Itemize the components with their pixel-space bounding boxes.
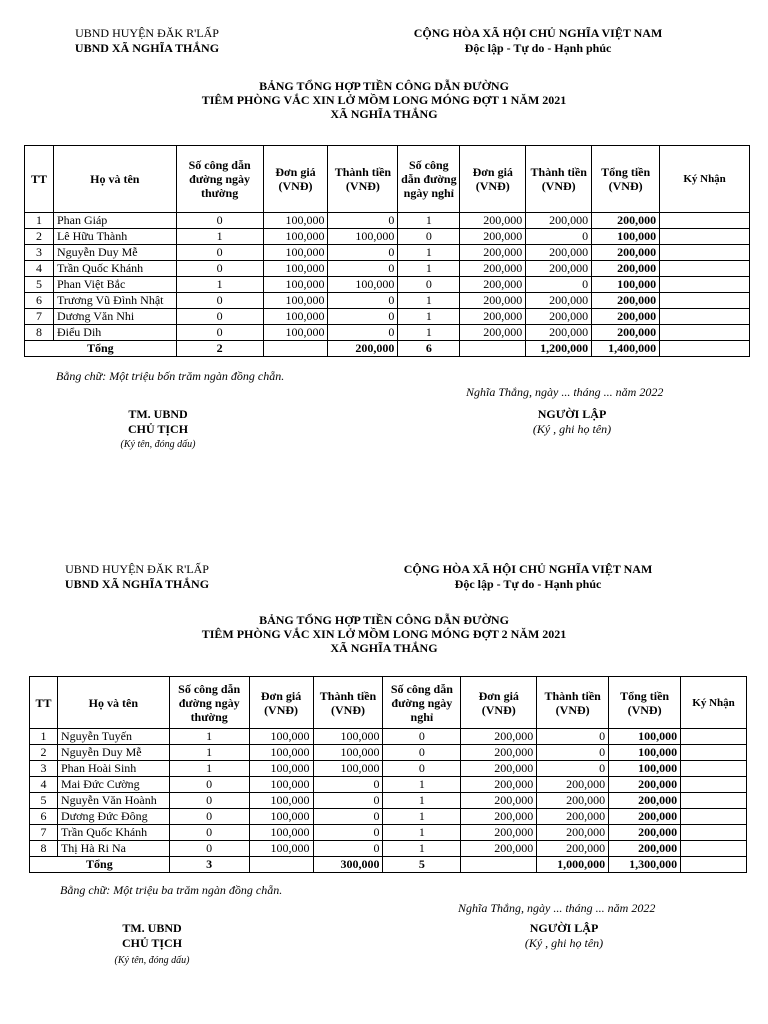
table-row (30, 761, 747, 777)
cell-p2: 200,000 (461, 841, 537, 857)
sheet1-title-line2: TIÊM PHÒNG VẮC XIN LỞ MỒM LONG MÓNG ĐỢT 1 NĂM 2021 (201, 93, 567, 107)
cell-name: Thị Hà Ri Na (57, 841, 169, 857)
table-row (30, 825, 747, 841)
cell-p1: 100,000 (263, 213, 328, 229)
cell-p2: 200,000 (461, 761, 537, 777)
col-days-work: Số công dẫn đường ngày thường (176, 146, 263, 213)
total-d2: 5 (383, 857, 461, 873)
sheet2-header-row (30, 677, 747, 729)
commune-label: UBND XÃ NGHĨA THẮNG (74, 41, 220, 55)
table-row (25, 277, 750, 293)
cell-p1: 100,000 (263, 245, 328, 261)
cell-d2: 0 (398, 229, 460, 245)
sign-right-title: NGƯỜI LẬP (529, 921, 599, 935)
col-amount1: Thành tiền (VNĐ) (328, 146, 398, 213)
cell-d2: 1 (383, 777, 461, 793)
cell-sign (681, 841, 747, 857)
sheet1-title (0, 79, 768, 121)
cell-a1: 0 (328, 309, 398, 325)
table-row (25, 309, 750, 325)
total-label: Tổng (25, 341, 177, 357)
col-name: Họ và tên (53, 146, 176, 213)
cell-total: 200,000 (609, 825, 681, 841)
cell-name: Dương Văn Nhi (53, 309, 176, 325)
total-row (30, 857, 747, 873)
cell-total: 200,000 (592, 261, 660, 277)
sheet1-title-line1: BẢNG TỔNG HỢP TIỀN CÔNG DẪN ĐƯỜNG (259, 79, 509, 93)
cell-d2: 1 (398, 293, 460, 309)
table-row (25, 325, 750, 341)
cell-total: 200,000 (609, 777, 681, 793)
total-a1: 300,000 (313, 857, 383, 873)
table-row (30, 777, 747, 793)
total-empty-cell (461, 857, 537, 873)
table-row (30, 729, 747, 745)
table-row (30, 809, 747, 825)
total-row (25, 341, 750, 357)
sign-left-title2: CHỦ TỊCH (127, 422, 189, 436)
cell-tt: 2 (25, 229, 54, 245)
cell-d1: 0 (176, 261, 263, 277)
cell-p1: 100,000 (249, 777, 313, 793)
col-days-work: Số công dẫn đường ngày thường (169, 677, 249, 729)
col-days-off: Số công dẫn đường ngày nghỉ (398, 146, 460, 213)
col-price2: Đơn giá (VNĐ) (460, 146, 526, 213)
cell-name: Mai Đức Cường (57, 777, 169, 793)
cell-name: Phan Hoài Sinh (57, 761, 169, 777)
cell-sign (681, 729, 747, 745)
cell-total: 100,000 (609, 745, 681, 761)
cell-d1: 1 (176, 277, 263, 293)
cell-name: Dương Đức Đông (57, 809, 169, 825)
cell-a2: 200,000 (537, 841, 609, 857)
country-label: CỘNG HÒA XÃ HỘI CHỦ NGHĨA VIỆT NAM (413, 26, 663, 40)
cell-a1: 0 (313, 777, 383, 793)
sign-left-note: (Ký tên, đóng dấu) (114, 955, 190, 966)
cell-a2: 0 (537, 745, 609, 761)
sign-right-note: (Ký , ghi họ tên) (524, 936, 604, 950)
sign-left-title1: TM. UBND (128, 407, 188, 421)
cell-tt: 1 (25, 213, 54, 229)
district-label: UBND HUYỆN ĐĂK R'LẤP (65, 562, 209, 576)
cell-d2: 1 (398, 245, 460, 261)
cell-sign (660, 309, 750, 325)
col-total: Tổng tiền (VNĐ) (592, 146, 660, 213)
cell-a2: 200,000 (526, 261, 592, 277)
cell-d1: 0 (169, 825, 249, 841)
cell-total: 100,000 (592, 277, 660, 293)
cell-tt: 8 (30, 841, 58, 857)
cell-d2: 1 (383, 793, 461, 809)
country-label: CỘNG HÒA XÃ HỘI CHỦ NGHĨA VIỆT NAM (403, 562, 653, 576)
cell-p2: 200,000 (461, 793, 537, 809)
total-empty-cell (660, 341, 750, 357)
cell-name: Phan Giáp (53, 213, 176, 229)
cell-d1: 0 (169, 793, 249, 809)
cell-a1: 100,000 (313, 745, 383, 761)
cell-d2: 0 (383, 761, 461, 777)
total-total: 1,400,000 (592, 341, 660, 357)
cell-p2: 200,000 (460, 325, 526, 341)
cell-a1: 100,000 (313, 729, 383, 745)
cell-tt: 5 (25, 277, 54, 293)
cell-a2: 200,000 (537, 825, 609, 841)
cell-d1: 0 (176, 325, 263, 341)
sheet2-title-line3: XÃ NGHĨA THẮNG (330, 641, 438, 655)
cell-a1: 100,000 (328, 277, 398, 293)
cell-sign (681, 825, 747, 841)
cell-p1: 100,000 (263, 277, 328, 293)
cell-a1: 0 (328, 245, 398, 261)
cell-d1: 0 (169, 809, 249, 825)
cell-total: 200,000 (592, 213, 660, 229)
cell-a1: 0 (328, 213, 398, 229)
cell-total: 200,000 (609, 841, 681, 857)
cell-a1: 0 (328, 293, 398, 309)
cell-d1: 1 (169, 761, 249, 777)
motto-label: Độc lập - Tự do - Hạnh phúc (464, 41, 612, 55)
cell-sign (660, 245, 750, 261)
col-amount2: Thành tiền (VNĐ) (526, 146, 592, 213)
cell-a2: 200,000 (526, 325, 592, 341)
cell-p2: 200,000 (460, 309, 526, 325)
cell-d1: 1 (176, 229, 263, 245)
sheet1-sign-right (512, 407, 632, 437)
table-row (30, 841, 747, 857)
table-row (25, 261, 750, 277)
cell-p2: 200,000 (460, 293, 526, 309)
cell-name: Lê Hữu Thành (53, 229, 176, 245)
sheet2-header-right (388, 562, 668, 592)
cell-a2: 0 (526, 277, 592, 293)
cell-p1: 100,000 (249, 841, 313, 857)
cell-d1: 0 (176, 309, 263, 325)
cell-tt: 2 (30, 745, 58, 761)
cell-p2: 200,000 (460, 245, 526, 261)
table-row (25, 213, 750, 229)
cell-a1: 0 (328, 261, 398, 277)
cell-d2: 1 (383, 825, 461, 841)
cell-tt: 4 (30, 777, 58, 793)
cell-sign (681, 809, 747, 825)
cell-p2: 200,000 (461, 745, 537, 761)
total-a2: 1,200,000 (526, 341, 592, 357)
cell-p1: 100,000 (263, 293, 328, 309)
cell-d2: 1 (398, 213, 460, 229)
sheet1-table (24, 145, 750, 357)
cell-total: 100,000 (609, 729, 681, 745)
cell-total: 200,000 (609, 793, 681, 809)
sheet2-in-words: Bằng chữ: Một triệu ba trăm ngàn đồng chẵn. (60, 883, 283, 897)
cell-tt: 7 (30, 825, 58, 841)
sign-left-note: (Ký tên, đóng dấu) (120, 439, 196, 450)
cell-d2: 1 (398, 325, 460, 341)
cell-p2: 200,000 (460, 261, 526, 277)
cell-p1: 100,000 (249, 825, 313, 841)
cell-total: 200,000 (592, 245, 660, 261)
table-row (25, 229, 750, 245)
col-amount1: Thành tiền (VNĐ) (313, 677, 383, 729)
cell-d2: 0 (398, 277, 460, 293)
cell-sign (660, 261, 750, 277)
sheet2-table (29, 676, 747, 873)
cell-p2: 200,000 (460, 229, 526, 245)
cell-d1: 0 (176, 293, 263, 309)
cell-p2: 200,000 (461, 825, 537, 841)
motto-label: Độc lập - Tự do - Hạnh phúc (454, 577, 602, 591)
cell-name: Nguyễn Duy Mễ (57, 745, 169, 761)
cell-a1: 0 (313, 809, 383, 825)
cell-d1: 0 (176, 213, 263, 229)
cell-sign (681, 745, 747, 761)
cell-tt: 6 (30, 809, 58, 825)
cell-p1: 100,000 (249, 793, 313, 809)
cell-sign (660, 213, 750, 229)
cell-d2: 1 (383, 809, 461, 825)
sheet1-header-row (25, 146, 750, 213)
cell-d2: 1 (398, 261, 460, 277)
cell-d2: 0 (383, 745, 461, 761)
table-row (25, 245, 750, 261)
col-amount2: Thành tiền (VNĐ) (537, 677, 609, 729)
cell-a1: 100,000 (313, 761, 383, 777)
cell-sign (660, 229, 750, 245)
sign-left-title1: TM. UBND (122, 921, 182, 935)
cell-a2: 0 (537, 761, 609, 777)
cell-a2: 200,000 (537, 777, 609, 793)
cell-p1: 100,000 (249, 729, 313, 745)
sign-left-title2: CHỦ TỊCH (121, 936, 183, 950)
cell-d2: 1 (383, 841, 461, 857)
cell-a1: 0 (328, 325, 398, 341)
table-row (30, 793, 747, 809)
cell-name: Điểu Dih (53, 325, 176, 341)
cell-total: 200,000 (592, 293, 660, 309)
cell-name: Trương Vũ Đình Nhật (53, 293, 176, 309)
cell-p2: 200,000 (461, 809, 537, 825)
cell-p1: 100,000 (249, 745, 313, 761)
sheet2-date-line: Nghĩa Thắng, ngày ... tháng ... năm 2022 (458, 901, 656, 915)
sheet1-header-right (398, 26, 678, 56)
cell-a2: 200,000 (526, 213, 592, 229)
cell-a2: 0 (526, 229, 592, 245)
total-a2: 1,000,000 (537, 857, 609, 873)
total-empty-cell (263, 341, 328, 357)
sheet2-sign-left (92, 921, 212, 968)
cell-name: Trần Quốc Khánh (57, 825, 169, 841)
total-label: Tổng (30, 857, 170, 873)
cell-a2: 200,000 (526, 293, 592, 309)
col-price2: Đơn giá (VNĐ) (461, 677, 537, 729)
cell-tt: 5 (30, 793, 58, 809)
cell-a1: 100,000 (328, 229, 398, 245)
cell-d1: 1 (169, 745, 249, 761)
sign-right-note: (Ký , ghi họ tên) (532, 422, 612, 436)
cell-p1: 100,000 (263, 229, 328, 245)
sheet1-title-line3: XÃ NGHĨA THẮNG (330, 107, 438, 121)
cell-total: 200,000 (592, 309, 660, 325)
table-row (30, 745, 747, 761)
col-sign: Ký Nhận (681, 677, 747, 729)
cell-p1: 100,000 (249, 809, 313, 825)
district-label: UBND HUYỆN ĐĂK R'LẤP (75, 26, 219, 40)
cell-d1: 0 (169, 777, 249, 793)
cell-a2: 200,000 (526, 245, 592, 261)
col-sign: Ký Nhận (660, 146, 750, 213)
total-a1: 200,000 (328, 341, 398, 357)
cell-a1: 0 (313, 825, 383, 841)
col-name: Họ và tên (57, 677, 169, 729)
total-empty-cell (249, 857, 313, 873)
total-empty-cell (681, 857, 747, 873)
cell-a1: 0 (313, 793, 383, 809)
cell-sign (660, 293, 750, 309)
total-total: 1,300,000 (609, 857, 681, 873)
cell-tt: 1 (30, 729, 58, 745)
sheet2-title-line2: TIÊM PHÒNG VẮC XIN LỞ MỒM LONG MÓNG ĐỢT 2 NĂM 2021 (201, 627, 567, 641)
commune-label: UBND XÃ NGHĨA THẮNG (64, 577, 210, 591)
sheet1-date-line: Nghĩa Thắng, ngày ... tháng ... năm 2022 (466, 385, 664, 399)
col-price1: Đơn giá (VNĐ) (249, 677, 313, 729)
col-tt: TT (25, 146, 54, 213)
cell-d1: 0 (169, 841, 249, 857)
col-days-off: Số công dẫn đường ngày nghỉ (383, 677, 461, 729)
total-d1: 3 (169, 857, 249, 873)
cell-p1: 100,000 (249, 761, 313, 777)
sheet2-sign-right (504, 921, 624, 951)
col-total: Tổng tiền (VNĐ) (609, 677, 681, 729)
cell-p2: 200,000 (460, 213, 526, 229)
cell-tt: 8 (25, 325, 54, 341)
cell-p1: 100,000 (263, 261, 328, 277)
cell-d2: 1 (398, 309, 460, 325)
cell-p2: 200,000 (460, 277, 526, 293)
cell-d1: 0 (176, 245, 263, 261)
cell-total: 200,000 (609, 809, 681, 825)
cell-sign (660, 325, 750, 341)
cell-name: Phan Việt Bắc (53, 277, 176, 293)
cell-tt: 3 (30, 761, 58, 777)
total-d2: 6 (398, 341, 460, 357)
col-tt: TT (30, 677, 58, 729)
sign-right-title: NGƯỜI LẬP (537, 407, 607, 421)
cell-p1: 100,000 (263, 309, 328, 325)
cell-d1: 1 (169, 729, 249, 745)
cell-a2: 200,000 (537, 793, 609, 809)
cell-a2: 0 (537, 729, 609, 745)
cell-sign (681, 761, 747, 777)
sheet2-title-line1: BẢNG TỔNG HỢP TIỀN CÔNG DẪN ĐƯỜNG (259, 613, 509, 627)
cell-sign (681, 793, 747, 809)
sheet1-in-words: Bằng chữ: Một triệu bốn trăm ngàn đồng chẵn. (56, 369, 285, 383)
cell-d2: 0 (383, 729, 461, 745)
cell-sign (660, 277, 750, 293)
cell-p1: 100,000 (263, 325, 328, 341)
sheet2-header-left (52, 562, 222, 592)
table-row (25, 293, 750, 309)
cell-p2: 200,000 (461, 729, 537, 745)
sheet2-title (0, 613, 768, 655)
cell-name: Nguyễn Tuyến (57, 729, 169, 745)
cell-tt: 4 (25, 261, 54, 277)
cell-a2: 200,000 (526, 309, 592, 325)
sheet1-sign-left (98, 407, 218, 452)
col-price1: Đơn giá (VNĐ) (263, 146, 328, 213)
cell-tt: 3 (25, 245, 54, 261)
total-d1: 2 (176, 341, 263, 357)
cell-name: Nguyễn Văn Hoành (57, 793, 169, 809)
cell-a1: 0 (313, 841, 383, 857)
sheet1-header-left (62, 26, 232, 56)
cell-name: Trần Quốc Khánh (53, 261, 176, 277)
cell-tt: 7 (25, 309, 54, 325)
cell-total: 100,000 (592, 229, 660, 245)
total-empty-cell (460, 341, 526, 357)
cell-p2: 200,000 (461, 777, 537, 793)
cell-total: 100,000 (609, 761, 681, 777)
cell-a2: 200,000 (537, 809, 609, 825)
cell-sign (681, 777, 747, 793)
cell-tt: 6 (25, 293, 54, 309)
cell-name: Nguyễn Duy Mễ (53, 245, 176, 261)
cell-total: 200,000 (592, 325, 660, 341)
